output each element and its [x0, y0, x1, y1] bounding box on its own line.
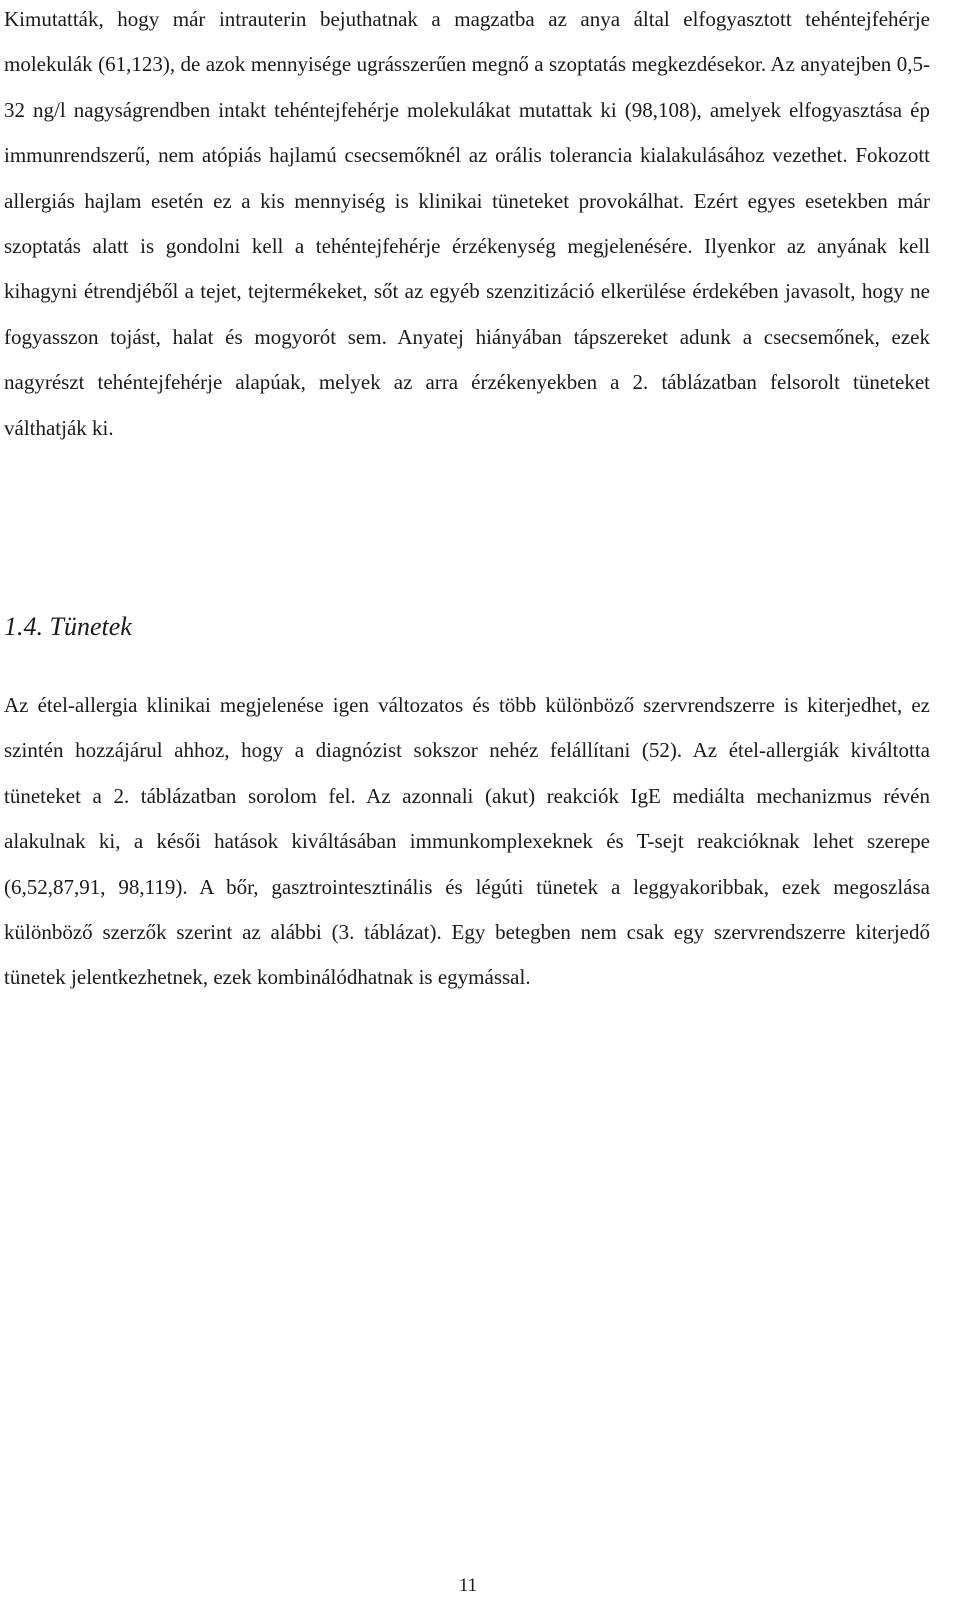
body-paragraph: Kimutatták, hogy már intrauterin bejuthatnak a magzatba az anya által elfogyasztott tehéntejfehérje molekulák (61,123), de azok mennyisége ugrásszerűen megnő a szoptatás megkezdésekor. Az anyatejben 0,5-32 ng/l nagyságrendben intakt tehéntejfehérje molekulákat mutattak ki (98,108), amelyek elfogyasztása ép immunrendszerű, nem atópiás hajlamú csecsemőknél az orális tolerancia kialakulásához vezethet. Fokozott allergiás hajlam esetén ez a kis mennyiség is klinikai tüneteket provokálhat. Ezért egyes esetekben már szoptatás alatt is gondolni kell a tehéntejfehérje érzékenység megjelenésére. Ilyenkor az anyának kell kihagyni étrendjéből a tejet, tejtermékeket, sőt az egyéb szenzitizáció elkerülése érdekében javasolt, hogy ne fogyasszon tojást, halat és mogyorót sem. Anyatej hiányában tápszereket adunk a csecsemőnek, ezek nagyrészt tehéntejfehérje alapúak, melyek az arra érzékenyekben a 2. táblázatban felsorolt tüneteket válthatják ki. — [4, 7, 930, 440]
page-number: 11 — [458, 1575, 478, 1596]
body-paragraph: Az étel-allergia klinikai megjelenése igen változatos és több különböző szervrendszerre is kiterjedhet, ez szintén hozzájárul ahhoz, hogy a diagnózist sokszor nehéz felállítani (52). Az étel-allergiák kiváltotta tüneteket a 2. táblázatban sorolom fel. Az azonnali (akut) reakciók IgE mediálta mechanizmus révén alakulnak ki, a késői hatások kiváltásában immunkomplexeknek és T-sejt reakcióknak lehet szerepe (6,52,87,91, 98,119). A bőr, gasztrointesztinális és légúti tünetek a leggyakoribbak, ezek megoszlása különböző szerzők szerint az alábbi (3. táblázat). Egy betegben nem csak egy szervrendszerre kiterjedő tünetek jelentkezhetnek, ezek kombinálódhatnak is egymással. — [4, 693, 930, 990]
section-heading: 1.4. Tünetek — [4, 612, 132, 641]
